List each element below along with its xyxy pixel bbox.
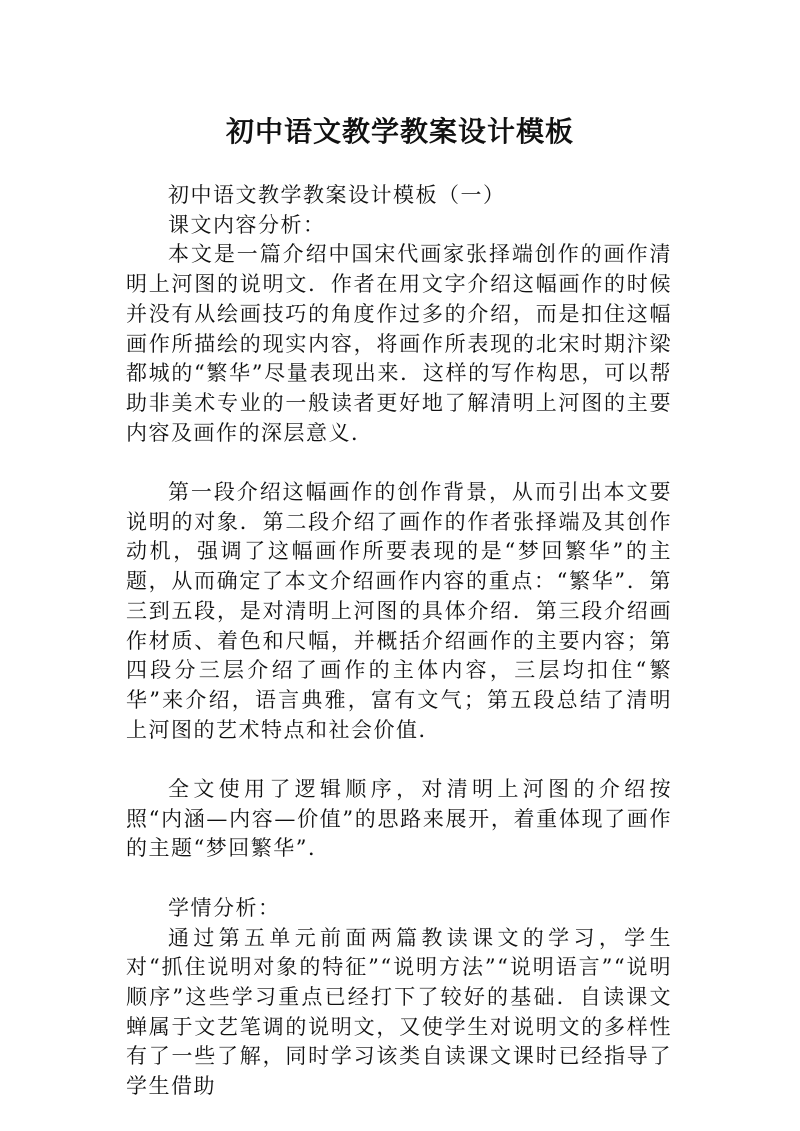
document-title: 初中语文教学教案设计模板	[225, 115, 574, 148]
body-paragraph: 本文是一篇介绍中国宋代画家张择端创作的画作清明上河图的说明文．作者在用文字介绍这幅画作的时候并没有从绘画技巧的角度作过多的介绍，而是扣住这幅画作所描绘的现实内容，将画作所表现的北宋时期汴梁都城的“繁华”尽量表现出来．这样的写作构思，可以帮助非美术专业的一般读者更好地了解清明上河图的主要内容及画作的深层意义．	[126, 242, 672, 445]
template-subtitle: 初中语文教学教案设计模板（一）	[168, 183, 506, 207]
body-paragraph: 通过第五单元前面两篇教读课文的学习，学生对“抓住说明对象的特征”“说明方法”“说明语言”“说明顺序”这些学习重点已经打下了较好的基础．自读课文蝉属于文艺笔调的说明文，又使学生对说明文的多样性有了一些了解，同时学习该类自读课文课时已经指导了学生借助	[126, 925, 672, 1099]
section-heading-learner-analysis: 学情分析：	[168, 895, 281, 920]
body-paragraph: 全文使用了逻辑顺序，对清明上河图的介绍按照“内涵—内容—价值”的思路来展开，着重体现了画作的主题“梦回繁华”．	[126, 777, 672, 861]
document-body	[126, 181, 672, 1102]
section-heading-content-analysis: 课文内容分析：	[168, 212, 326, 237]
body-paragraph: 第一段介绍这幅画作的创作背景，从而引出本文要说明的对象．第二段介绍了画作的作者张择端及其创作动机，强调了这幅画作所要表现的是“梦回繁华”的主题，从而确定了本文介绍画作内容的重点：“繁华”．第三到五段，是对清明上河图的具体介绍．第三段介绍画作材质、着色和尺幅，并概括介绍画作的主要内容；第四段分三层介绍了画作的主体内容，三层均扣住“繁华”来介绍，语言典雅，富有文气；第五段总结了清明上河图的艺术特点和社会价值．	[126, 480, 672, 742]
